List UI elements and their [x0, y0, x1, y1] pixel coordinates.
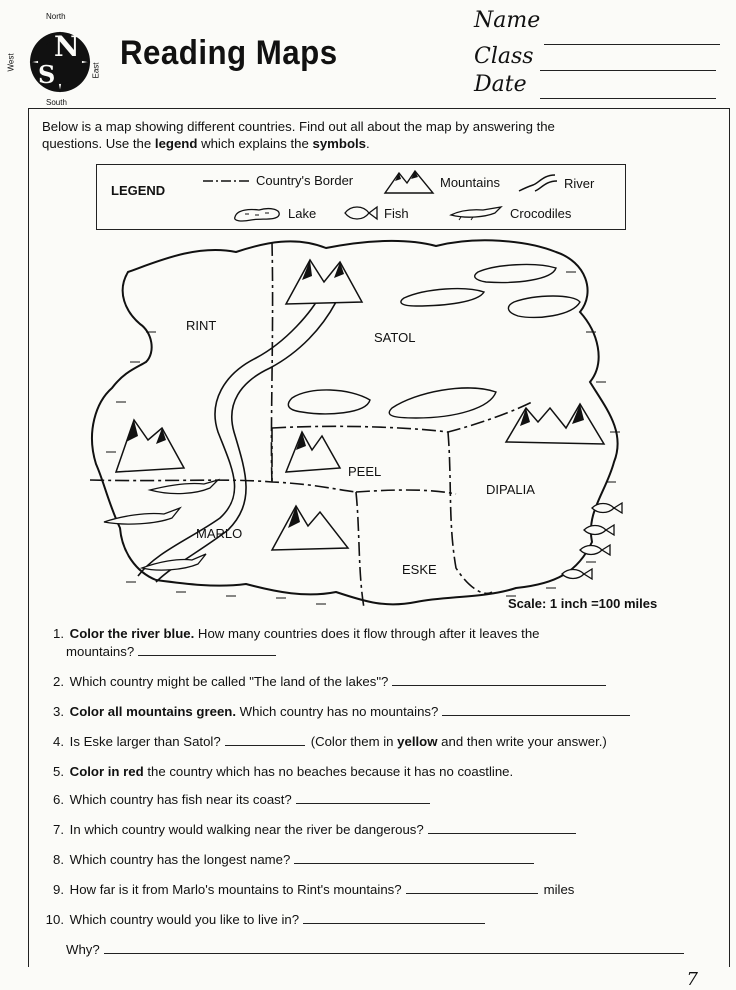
compass-south-label: South — [46, 98, 67, 107]
question-bold-text: Color the river blue. — [69, 626, 195, 641]
intro-text-c: . — [366, 136, 370, 151]
river-icon — [515, 173, 559, 193]
question-note-bold: yellow — [397, 734, 438, 749]
legend-mountains-label: Mountains — [440, 174, 500, 190]
question-note-a: (Color them in — [310, 734, 398, 749]
intro-text — [42, 118, 682, 152]
question-text: Which country has no mountains? — [236, 704, 439, 719]
question-unit: miles — [543, 882, 575, 897]
compass-north-label: North — [46, 12, 66, 21]
lake-icon — [231, 203, 283, 223]
answer-line-why[interactable] — [104, 941, 684, 954]
answer-line-3[interactable] — [442, 703, 630, 716]
question-4 — [36, 732, 706, 752]
legend-river-label: River — [564, 175, 595, 191]
question-bold-text: Color in red — [69, 764, 144, 779]
legend-crocodiles — [449, 205, 571, 221]
fish-icon — [341, 205, 379, 221]
intro-text-a: questions. Use the — [42, 136, 155, 151]
intro-bold-legend: legend — [154, 136, 198, 151]
answer-line-1[interactable] — [138, 643, 276, 656]
question-number: 9. — [53, 882, 64, 897]
legend-lake-label: Lake — [288, 205, 317, 221]
question-number: 2. — [53, 674, 64, 689]
question-text: How far is it from Marlo's mountains to Rint's mountains? — [69, 882, 402, 897]
legend-fish — [341, 205, 409, 221]
answer-line-8[interactable] — [294, 851, 534, 864]
question-3 — [36, 702, 706, 722]
question-text: Which country might be called "The land of the lakes"? — [69, 674, 389, 689]
border-line-icon — [203, 177, 251, 185]
date-label: Date — [474, 72, 527, 97]
question-number: 10. — [45, 912, 64, 927]
question-6 — [36, 790, 706, 810]
question-text: Which country has the longest name? — [69, 852, 291, 867]
question-number: 8. — [53, 852, 64, 867]
question-text: In which country would walking near the river be dangerous? — [69, 822, 424, 837]
intro-line-2 — [42, 135, 682, 152]
country-label-marlo: MARLO — [196, 526, 243, 541]
question-text-cont: mountains? — [66, 644, 135, 659]
legend-river — [515, 173, 594, 193]
question-text: Which country would you like to live in? — [69, 912, 300, 927]
countries-map — [86, 232, 626, 622]
question-7 — [36, 820, 706, 840]
question-text: How many countries does it flow through after it leaves the — [194, 626, 540, 641]
legend-border-label: Country's Border — [256, 173, 354, 188]
question-note-b: and then write your answer.) — [437, 734, 607, 749]
intro-bold-symbols: symbols — [312, 136, 367, 151]
name-line[interactable] — [544, 44, 720, 45]
question-8 — [36, 850, 706, 870]
date-line[interactable] — [540, 98, 716, 99]
country-label-eske: ESKE — [402, 562, 437, 577]
page-number: 7 — [686, 969, 698, 990]
question-9 — [36, 880, 706, 900]
answer-line-2[interactable] — [392, 673, 606, 686]
country-label-satol: SATOL — [374, 330, 416, 345]
compass-east-label: East — [91, 62, 101, 79]
country-label-rint: RINT — [186, 318, 217, 333]
class-line[interactable] — [540, 70, 716, 71]
question-10 — [36, 910, 706, 930]
question-number: 5. — [53, 764, 64, 779]
legend-border — [203, 173, 353, 188]
question-text: the country which has no beaches because it has no coastline. — [143, 764, 514, 779]
mountain-icon — [383, 169, 435, 195]
country-label-peel: PEEL — [348, 464, 382, 479]
question-5 — [36, 762, 706, 782]
question-number: 4. — [53, 734, 64, 749]
question-text: Is Eske larger than Satol? — [69, 734, 221, 749]
question-number: 1. — [53, 626, 64, 641]
legend-mountains — [383, 169, 500, 195]
answer-line-10[interactable] — [303, 911, 485, 924]
country-label-dipalia: DIPALIA — [486, 482, 535, 497]
name-label: Name — [474, 8, 541, 33]
question-text-cont: Why? — [66, 942, 100, 957]
legend-lake — [231, 203, 316, 223]
question-bold-text: Color all mountains green. — [69, 704, 237, 719]
answer-line-9[interactable] — [406, 881, 538, 894]
question-10-why — [66, 940, 736, 960]
compass-n-letter: N — [54, 30, 80, 63]
question-number: 6. — [53, 792, 64, 807]
page-title: Reading Maps — [120, 34, 338, 72]
class-label: Class — [474, 44, 534, 69]
map-scale: Scale: 1 inch =100 miles — [508, 596, 658, 611]
crocodile-icon — [449, 205, 505, 221]
compass-west-label: West — [6, 53, 16, 72]
answer-line-4[interactable] — [225, 733, 305, 746]
answer-line-7[interactable] — [428, 821, 576, 834]
question-number: 3. — [53, 704, 64, 719]
legend-crocodiles-label: Crocodiles — [510, 205, 572, 221]
question-2 — [36, 672, 706, 692]
legend-fish-label: Fish — [384, 205, 409, 221]
compass-s-letter: S — [38, 60, 56, 89]
intro-text-b: which explains the — [197, 136, 313, 151]
map-legend — [96, 164, 626, 230]
answer-line-6[interactable] — [296, 791, 430, 804]
question-1 — [36, 624, 706, 644]
question-1-cont — [66, 642, 736, 662]
intro-line-1: Below is a map showing different countries. Find out all about the map by answering the — [42, 119, 555, 134]
question-text: Which country has fish near its coast? — [69, 792, 292, 807]
question-number: 7. — [53, 822, 64, 837]
legend-title: LEGEND — [111, 183, 166, 198]
